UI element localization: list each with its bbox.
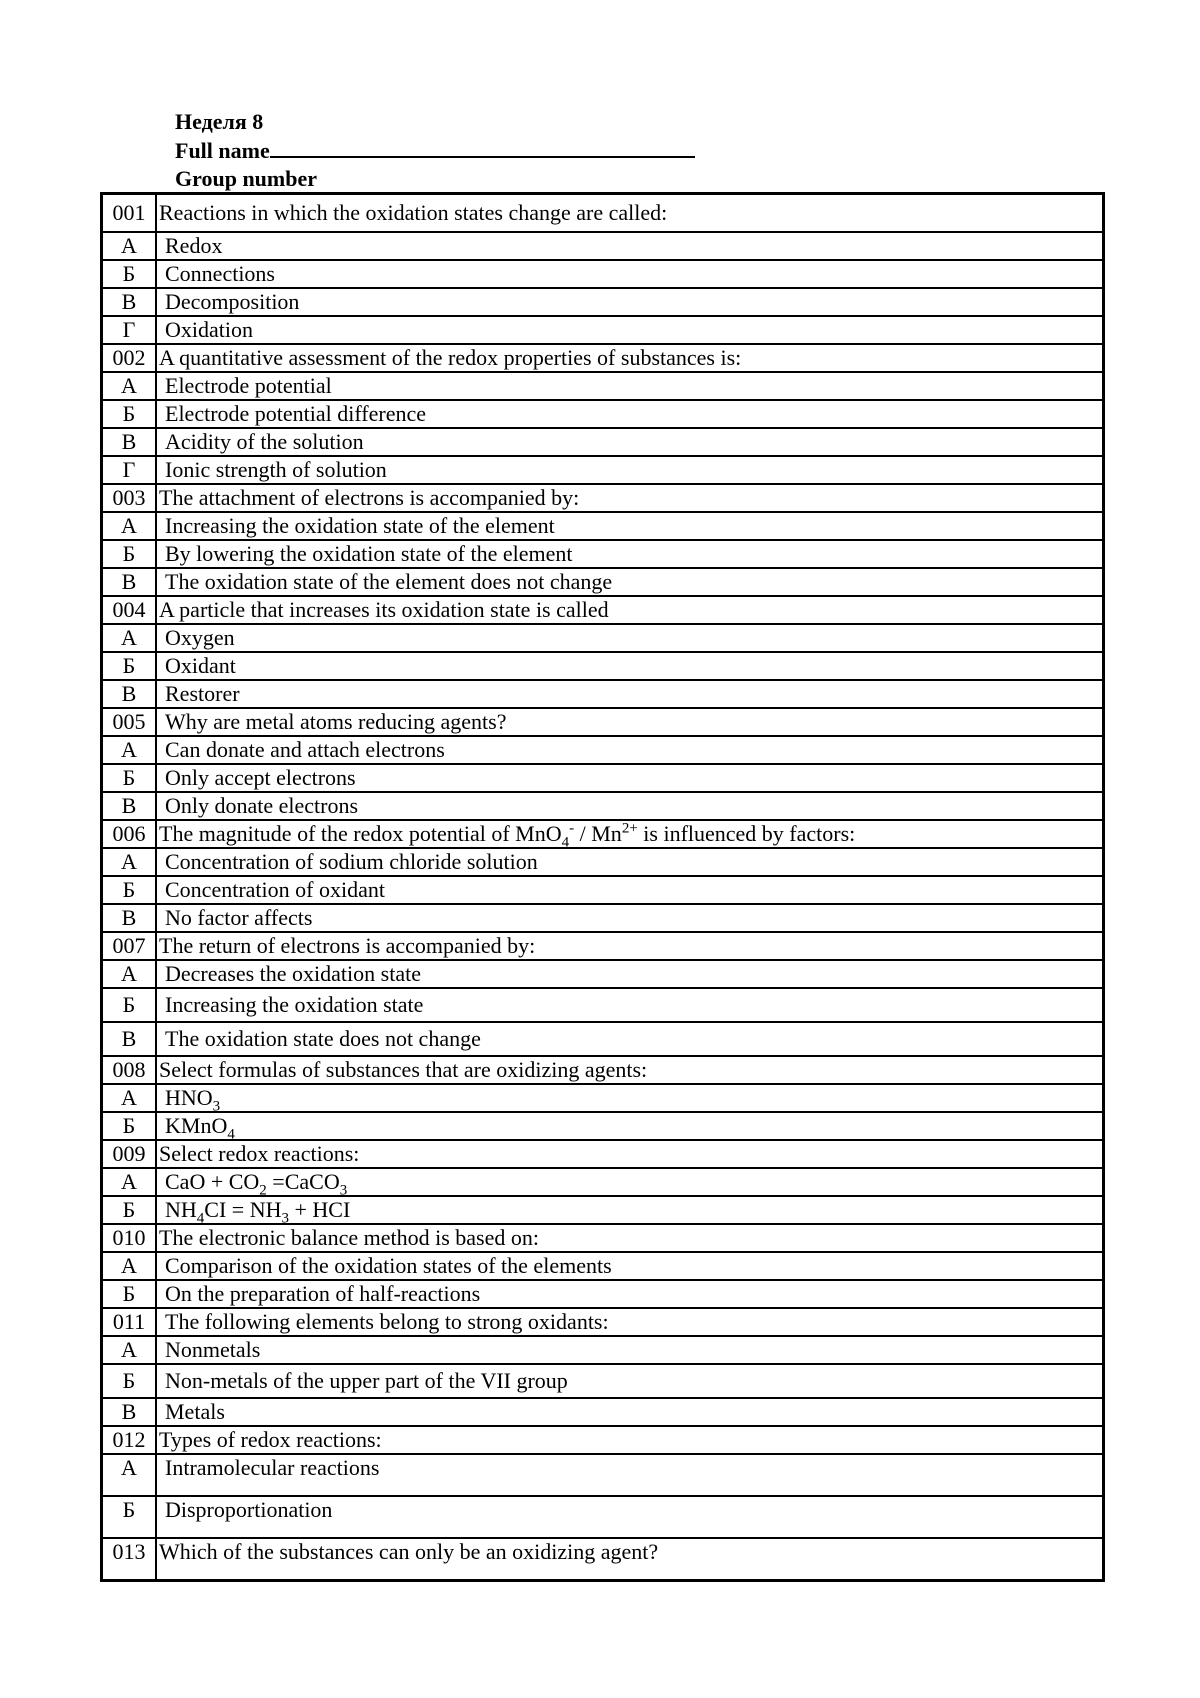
answer-row bbox=[102, 680, 1104, 708]
answer-row bbox=[102, 736, 1104, 764]
question-text: The electronic balance method is based on: bbox=[156, 1224, 1104, 1252]
question-text: Which of the substances can only be an oxidizing agent? bbox=[156, 1538, 1104, 1581]
answer-text: Metals bbox=[156, 1398, 1104, 1426]
full-name-label: Full name bbox=[175, 138, 270, 163]
question-row bbox=[102, 596, 1104, 624]
answer-text: Oxygen bbox=[156, 624, 1104, 652]
question-row bbox=[102, 1538, 1104, 1581]
answer-letter: Б bbox=[102, 400, 157, 428]
question-text: Select formulas of substances that are oxidizing agents: bbox=[156, 1056, 1104, 1084]
answer-letter: А bbox=[102, 232, 157, 260]
question-number: 003 bbox=[102, 484, 157, 512]
question-number: 010 bbox=[102, 1224, 157, 1252]
question-text: Why are metal atoms reducing agents? bbox=[156, 708, 1104, 736]
answer-text: The oxidation state of the element does not change bbox=[156, 568, 1104, 596]
question-row bbox=[102, 484, 1104, 512]
answer-letter: Б bbox=[102, 876, 157, 904]
question-row bbox=[102, 932, 1104, 960]
quiz-table bbox=[100, 192, 1105, 1582]
question-number: 007 bbox=[102, 932, 157, 960]
answer-text: Concentration of oxidant bbox=[156, 876, 1104, 904]
answer-text: No factor affects bbox=[156, 904, 1104, 932]
answer-row bbox=[102, 1454, 1104, 1496]
answer-text: Decomposition bbox=[156, 288, 1104, 316]
answer-text: Oxidant bbox=[156, 652, 1104, 680]
answer-row bbox=[102, 1022, 1104, 1056]
question-text: The attachment of electrons is accompanied by: bbox=[156, 484, 1104, 512]
answer-letter: А bbox=[102, 736, 157, 764]
answer-formula: $HNO_3$ bbox=[156, 1084, 1104, 1112]
answer-letter: Б bbox=[102, 988, 157, 1022]
question-row bbox=[102, 194, 1104, 233]
question-number: 008 bbox=[102, 1056, 157, 1084]
answer-row bbox=[102, 848, 1104, 876]
question-row bbox=[102, 1056, 1104, 1084]
answer-letter: В bbox=[102, 1398, 157, 1426]
question-text: The following elements belong to strong oxidants: bbox=[156, 1308, 1104, 1336]
answer-text: Ionic strength of solution bbox=[156, 456, 1104, 484]
answer-row bbox=[102, 288, 1104, 316]
answer-row bbox=[102, 1398, 1104, 1426]
question-row bbox=[102, 820, 1104, 848]
answer-row bbox=[102, 1112, 1104, 1140]
answer-letter: А bbox=[102, 624, 157, 652]
answer-letter: А bbox=[102, 960, 157, 988]
question-text: A particle that increases its oxidation state is called bbox=[156, 596, 1104, 624]
question-text: A quantitative assessment of the redox properties of substances is: bbox=[156, 344, 1104, 372]
week-title: Неделя 8 bbox=[175, 109, 264, 134]
answer-row bbox=[102, 1084, 1104, 1112]
answer-row bbox=[102, 1196, 1104, 1224]
answer-text: On the preparation of half-reactions bbox=[156, 1280, 1104, 1308]
answer-letter: В bbox=[102, 680, 157, 708]
answer-row bbox=[102, 232, 1104, 260]
answer-text: Comparison of the oxidation states of the elements bbox=[156, 1252, 1104, 1280]
answer-row bbox=[102, 1496, 1104, 1538]
answer-letter: Б bbox=[102, 260, 157, 288]
answer-letter: В bbox=[102, 1022, 157, 1056]
answer-text: Non-metals of the upper part of the VII group bbox=[156, 1364, 1104, 1398]
answer-row bbox=[102, 1336, 1104, 1364]
answer-row bbox=[102, 540, 1104, 568]
question-number: 013 bbox=[102, 1538, 157, 1581]
question-number: 011 bbox=[102, 1308, 157, 1336]
question-number: 004 bbox=[102, 596, 157, 624]
answer-row bbox=[102, 316, 1104, 344]
answer-row bbox=[102, 988, 1104, 1022]
question-number: 006 bbox=[102, 820, 157, 848]
answer-row bbox=[102, 652, 1104, 680]
answer-row bbox=[102, 876, 1104, 904]
answer-row bbox=[102, 1168, 1104, 1196]
question-number: 001 bbox=[102, 194, 157, 233]
answer-letter: В bbox=[102, 428, 157, 456]
question-text: Reactions in which the oxidation states change are called: bbox=[156, 194, 1104, 233]
answer-letter: В bbox=[102, 904, 157, 932]
answer-text: Can donate and attach electrons bbox=[156, 736, 1104, 764]
answer-letter: Б bbox=[102, 1496, 157, 1538]
answer-row bbox=[102, 1364, 1104, 1398]
answer-letter: Б bbox=[102, 540, 157, 568]
answer-text: Intramolecular reactions bbox=[156, 1454, 1104, 1496]
answer-letter: А bbox=[102, 1252, 157, 1280]
answer-letter: Г bbox=[102, 316, 157, 344]
answer-row bbox=[102, 764, 1104, 792]
answer-text: Nonmetals bbox=[156, 1336, 1104, 1364]
answer-text: Electrode potential difference bbox=[156, 400, 1104, 428]
answer-text: Redox bbox=[156, 232, 1104, 260]
question-row bbox=[102, 1224, 1104, 1252]
question-number: 012 bbox=[102, 1426, 157, 1454]
question-row bbox=[102, 344, 1104, 372]
answer-row bbox=[102, 428, 1104, 456]
answer-text: Electrode potential bbox=[156, 372, 1104, 400]
answer-row bbox=[102, 260, 1104, 288]
question-row bbox=[102, 1140, 1104, 1168]
answer-row bbox=[102, 512, 1104, 540]
question-row bbox=[102, 1426, 1104, 1454]
answer-letter: А bbox=[102, 1084, 157, 1112]
question-text: The magnitude of the redox potential of $MnO_4^- / Mn^{2+}$ is influenced by factors: bbox=[156, 820, 1104, 848]
answer-row bbox=[102, 400, 1104, 428]
answer-letter: А bbox=[102, 848, 157, 876]
answer-letter: В bbox=[102, 568, 157, 596]
question-number: 005 bbox=[102, 708, 157, 736]
answer-letter: А bbox=[102, 1454, 157, 1496]
answer-text: Restorer bbox=[156, 680, 1104, 708]
answer-letter: А bbox=[102, 512, 157, 540]
question-number: 002 bbox=[102, 344, 157, 372]
answer-row bbox=[102, 960, 1104, 988]
answer-text: Acidity of the solution bbox=[156, 428, 1104, 456]
question-text: Select redox reactions: bbox=[156, 1140, 1104, 1168]
answer-letter: Б bbox=[102, 1196, 157, 1224]
answer-formula: CaO + $CO_2$ =CaCO$_3$ bbox=[156, 1168, 1104, 1196]
full-name-blank bbox=[270, 136, 695, 158]
answer-text: Decreases the oxidation state bbox=[156, 960, 1104, 988]
answer-text: The oxidation state does not change bbox=[156, 1022, 1104, 1056]
answer-letter: Б bbox=[102, 764, 157, 792]
question-text: Types of redox reactions: bbox=[156, 1426, 1104, 1454]
answer-row bbox=[102, 792, 1104, 820]
answer-letter: Б bbox=[102, 1364, 157, 1398]
answer-letter: Б bbox=[102, 1112, 157, 1140]
question-row bbox=[102, 708, 1104, 736]
answer-text: Increasing the oxidation state bbox=[156, 988, 1104, 1022]
answer-text: Only donate electrons bbox=[156, 792, 1104, 820]
answer-row bbox=[102, 904, 1104, 932]
answer-text: Only accept electrons bbox=[156, 764, 1104, 792]
answer-row bbox=[102, 456, 1104, 484]
answer-letter: А bbox=[102, 1168, 157, 1196]
answer-letter: Г bbox=[102, 456, 157, 484]
answer-letter: Б bbox=[102, 652, 157, 680]
document-header bbox=[175, 108, 695, 193]
answer-text: By lowering the oxidation state of the element bbox=[156, 540, 1104, 568]
answer-text: Concentration of sodium chloride solution bbox=[156, 848, 1104, 876]
answer-text: Disproportionation bbox=[156, 1496, 1104, 1538]
question-number: 009 bbox=[102, 1140, 157, 1168]
answer-letter: В bbox=[102, 288, 157, 316]
answer-row bbox=[102, 1280, 1104, 1308]
question-row bbox=[102, 1308, 1104, 1336]
answer-row bbox=[102, 624, 1104, 652]
answer-letter: А bbox=[102, 372, 157, 400]
answer-text: Connections bbox=[156, 260, 1104, 288]
answer-formula: KMnO$_4$ bbox=[156, 1112, 1104, 1140]
group-number-label: Group number bbox=[175, 166, 318, 191]
full-name-field bbox=[175, 136, 695, 165]
answer-letter: Б bbox=[102, 1280, 157, 1308]
answer-letter: В bbox=[102, 792, 157, 820]
answer-row bbox=[102, 372, 1104, 400]
answer-letter: А bbox=[102, 1336, 157, 1364]
answer-row bbox=[102, 1252, 1104, 1280]
answer-formula: $NH_4CI = NH_3$ + HCI bbox=[156, 1196, 1104, 1224]
answer-text: Oxidation bbox=[156, 316, 1104, 344]
question-text: The return of electrons is accompanied by: bbox=[156, 932, 1104, 960]
answer-text: Increasing the oxidation state of the element bbox=[156, 512, 1104, 540]
answer-row bbox=[102, 568, 1104, 596]
